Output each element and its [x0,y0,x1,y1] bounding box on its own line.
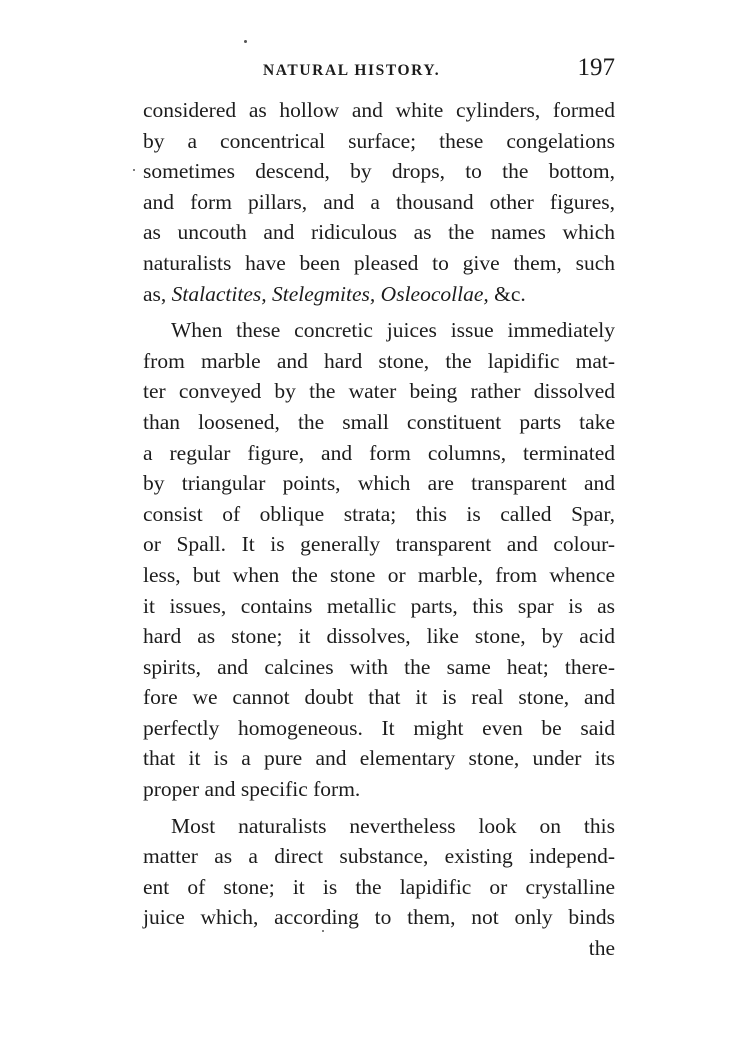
text-line: consist of oblique strata; this is called Spar, [143,501,615,526]
text-line: by a concentrical surface; these congelations [143,128,615,153]
print-speck [244,40,247,43]
text-line: When these concretic juices issue immediately [171,318,615,343]
italic-term: Osleocollae, [380,281,489,306]
text-line-with-italics [143,279,615,310]
text-line: sometimes descend, by drops, to the bottom, [143,159,615,184]
text-line: ent of stone; it is the lapidific or crystalline [143,874,615,899]
paragraph-1 [143,95,615,309]
text-line: a regular figure, and form columns, terminated [143,440,615,465]
text-line: fore we cannot doubt that it is real stone, and [143,685,615,710]
body-text [143,95,615,964]
text-line: ter conveyed by the water being rather dissolved [143,379,615,404]
text-line: juice which, according to them, not only binds [143,905,615,930]
text-line: hard as stone; it dissolves, like stone, by acid [143,624,615,649]
text-fragment: &c. [488,281,526,306]
text-line: and form pillars, and a thousand other figures, [143,189,615,214]
text-line: spirits, and calcines with the same heat; there- [143,654,615,679]
text-line: by triangular points, which are transparent and [143,471,615,496]
text-line: that it is a pure and elementary stone, under its [143,746,615,771]
text-line: Most naturalists nevertheless look on this [171,813,615,838]
running-title: NATURAL HISTORY. [263,62,441,79]
catchword: the [588,936,615,961]
text-line: considered as hollow and white cylinders, formed [143,98,615,122]
text-line: proper and specific form. [143,777,361,802]
italic-term: Stelegmites, [272,281,376,306]
text-line: as uncouth and ridiculous as the names which [143,220,615,245]
print-speck [133,169,135,171]
italic-term: Stalactites, [171,281,267,306]
text-line: than loosened, the small constituent parts take [143,409,615,434]
text-line: perfectly homogeneous. It might even be said [143,715,615,740]
paragraph-3 [143,811,615,933]
running-head [143,54,615,88]
text-line: less, but when the stone or marble, from whence [143,562,615,587]
text-line: from marble and hard stone, the lapidific mat- [143,348,615,373]
print-speck [322,930,324,932]
text-line: it issues, contains metallic parts, this spar is as [143,593,615,618]
text-fragment: as, [143,281,172,306]
text-line: matter as a direct substance, existing independ- [143,844,615,869]
text-line: naturalists have been pleased to give them, such [143,250,615,275]
text-line: or Spall. It is generally transparent and colour- [143,532,615,557]
page-number: 197 [577,54,615,81]
paragraph-2 [143,315,615,805]
